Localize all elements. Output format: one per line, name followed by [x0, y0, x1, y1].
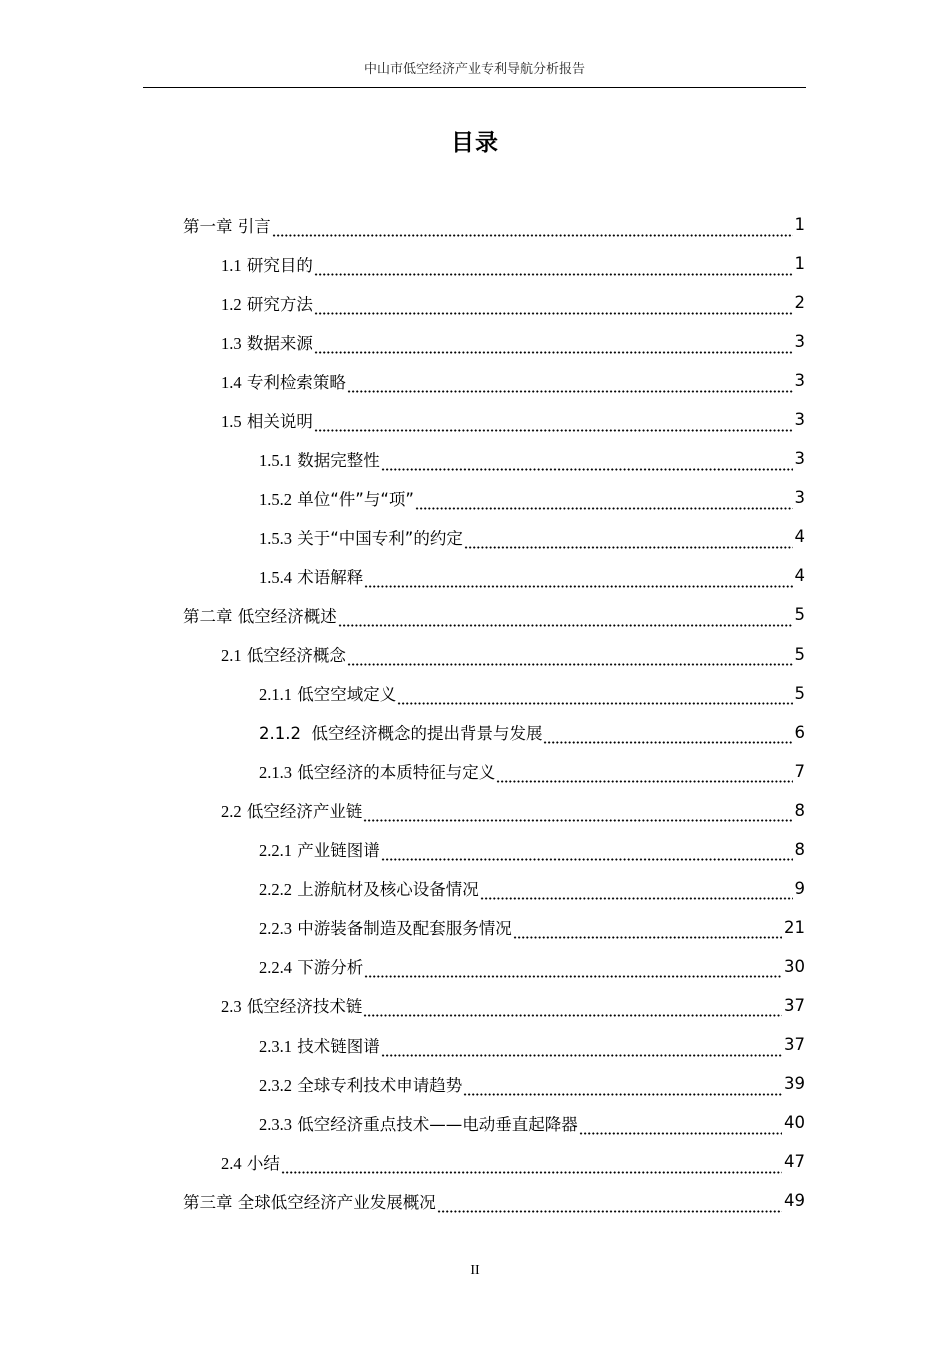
toc-entry-label — [221, 252, 313, 276]
dot-leader — [338, 611, 793, 627]
toc-entry[interactable] — [0, 556, 950, 595]
dot-leader — [363, 1001, 782, 1017]
toc-entry-title: 研究目的 — [241, 255, 313, 275]
toc-section-number: 2.1 — [221, 646, 242, 666]
dot-leader — [381, 845, 793, 861]
running-header: 中山市低空经济产业专利导航分析报告 — [363, 62, 585, 77]
toc-page-number: 8 — [794, 839, 805, 859]
toc-entry-title: 低空经济概念 — [241, 646, 346, 666]
toc-page-number: 49 — [784, 1191, 805, 1211]
toc-section-number: 2.1.1 — [259, 685, 292, 705]
toc-entry[interactable] — [0, 595, 950, 634]
toc-entry[interactable] — [0, 791, 950, 830]
toc-entry[interactable] — [0, 1025, 950, 1064]
toc-entry[interactable] — [0, 322, 950, 361]
toc-entry[interactable] — [0, 361, 950, 400]
toc-entry-title: 产业链图谱 — [292, 841, 380, 861]
dot-leader — [364, 572, 792, 588]
toc-section-number: 1.5.4 — [259, 567, 292, 587]
toc-entry-title: 技术链图谱 — [292, 1036, 380, 1056]
toc-entry[interactable] — [0, 869, 950, 908]
toc-page-number: 3 — [794, 410, 805, 430]
toc-title: 目录 — [451, 130, 499, 156]
toc-entry-label — [259, 954, 363, 978]
dot-leader — [437, 1197, 782, 1213]
toc-entry-label — [259, 681, 396, 705]
toc-entry-title: 低空经济重点技术——电动垂直起降器 — [292, 1114, 578, 1134]
toc-page-number: 5 — [794, 644, 805, 664]
toc-entry[interactable] — [0, 244, 950, 283]
toc-entry-label — [183, 1189, 436, 1213]
dot-leader — [314, 299, 793, 315]
toc-entry-title: 低空经济的本质特征与定义 — [292, 763, 496, 783]
toc-entry-title: 全球专利技术申请趋势 — [292, 1075, 463, 1095]
toc-entry-title: 相关说明 — [241, 411, 313, 431]
table-of-contents — [0, 205, 950, 1220]
dot-leader — [281, 1158, 782, 1174]
dot-leader — [381, 1041, 782, 1057]
toc-section-number: 1.4 — [221, 372, 242, 392]
toc-entry-label — [259, 837, 380, 861]
toc-page-number: 21 — [784, 917, 805, 937]
toc-section-number: 2.2.3 — [259, 919, 292, 939]
toc-entry-label — [183, 213, 271, 237]
toc-page-number: 30 — [784, 956, 805, 976]
toc-entry-label — [259, 876, 479, 900]
toc-entry-title: 上游航材及核心设备情况 — [292, 880, 479, 900]
toc-entry-label — [221, 369, 346, 393]
toc-section-number: 2.2 — [221, 802, 242, 822]
toc-entry[interactable] — [0, 283, 950, 322]
toc-section-number: 1.5 — [221, 411, 242, 431]
toc-page-number: 6 — [794, 722, 805, 742]
toc-entry-title: 小结 — [241, 1153, 280, 1173]
dot-leader — [513, 923, 782, 939]
page-number: II — [470, 1263, 480, 1278]
dot-leader — [480, 884, 793, 900]
toc-entry[interactable] — [0, 674, 950, 713]
toc-entry-label — [221, 993, 362, 1017]
toc-entry-label — [259, 447, 380, 471]
toc-entry-label — [259, 915, 512, 939]
toc-entry[interactable] — [0, 1181, 950, 1220]
toc-entry-title: 2.1.2 低空经济概念的提出背景与发展 — [259, 724, 543, 744]
toc-entry-title: 低空空域定义 — [292, 685, 397, 705]
toc-section-number: 1.5.3 — [259, 528, 292, 548]
toc-page-number: 40 — [784, 1113, 805, 1133]
toc-page-number: 4 — [794, 566, 805, 586]
toc-page-number: 5 — [794, 605, 805, 625]
toc-page-number: 39 — [784, 1074, 805, 1094]
toc-entry[interactable] — [0, 986, 950, 1025]
dot-leader — [415, 494, 793, 510]
toc-entry-title: 专利检索策略 — [241, 372, 346, 392]
toc-entry-label — [221, 408, 313, 432]
toc-page-number: 37 — [784, 1035, 805, 1054]
toc-entry-label — [259, 1111, 578, 1135]
toc-entry-label — [259, 564, 363, 588]
toc-entry[interactable] — [0, 478, 950, 517]
toc-entry-label — [259, 486, 414, 510]
toc-section-number: 2.4 — [221, 1153, 242, 1173]
toc-entry[interactable] — [0, 1142, 950, 1181]
toc-section-number: 1.5.2 — [259, 489, 292, 509]
toc-entry[interactable] — [0, 830, 950, 869]
toc-entry-title: 关于“中国专利”的约定 — [292, 528, 463, 548]
dot-leader — [314, 416, 793, 432]
toc-page-number: 8 — [794, 800, 805, 820]
toc-entry[interactable] — [0, 635, 950, 674]
toc-entry-title: 术语解释 — [292, 567, 364, 587]
toc-section-number: 2.3.2 — [259, 1075, 292, 1095]
dot-leader — [363, 806, 792, 822]
dot-leader — [347, 650, 793, 666]
toc-entry[interactable] — [0, 1103, 950, 1142]
toc-entry[interactable] — [0, 752, 950, 791]
toc-entry-label — [221, 798, 362, 822]
toc-entry-label — [259, 759, 495, 783]
dot-leader — [463, 1080, 782, 1096]
toc-section-number: 2.1.3 — [259, 763, 292, 783]
toc-section-number: 2.2.4 — [259, 958, 292, 978]
dot-leader — [464, 533, 793, 549]
toc-section-number: 2.3.3 — [259, 1114, 292, 1134]
toc-entry[interactable] — [0, 908, 950, 947]
toc-entry-title: 低空经济产业链 — [241, 802, 363, 822]
toc-section-number: 1.1 — [221, 255, 242, 275]
toc-entry[interactable] — [0, 1064, 950, 1103]
toc-entry-title: 第三章 全球低空经济产业发展概况 — [183, 1192, 436, 1212]
toc-entry-title: 数据来源 — [241, 333, 313, 353]
header-divider — [143, 87, 806, 88]
toc-entry[interactable] — [0, 517, 950, 556]
dot-leader — [496, 767, 792, 783]
toc-entry-title: 下游分析 — [292, 958, 364, 978]
toc-entry-label — [259, 1072, 462, 1096]
dot-leader — [347, 377, 793, 393]
toc-entry[interactable] — [0, 439, 950, 478]
toc-entry[interactable] — [0, 400, 950, 439]
dot-leader — [364, 962, 782, 978]
toc-entry-label — [259, 1033, 380, 1057]
toc-entry-title: 中游装备制造及配套服务情况 — [292, 919, 512, 939]
toc-section-number: 1.2 — [221, 294, 242, 314]
toc-page-number: 4 — [794, 527, 805, 547]
toc-section-number: 2.2.1 — [259, 841, 292, 861]
toc-section-number: 1.5.1 — [259, 450, 292, 470]
toc-entry-label — [221, 330, 313, 354]
toc-entry-label — [259, 525, 463, 549]
dot-leader — [314, 260, 793, 276]
toc-entry[interactable] — [0, 713, 950, 752]
toc-page-number: 1 — [794, 215, 805, 235]
dot-leader — [543, 728, 792, 744]
toc-entry-title: 低空经济技术链 — [241, 997, 363, 1017]
toc-entry-title: 数据完整性 — [292, 450, 380, 470]
toc-entry[interactable] — [0, 205, 950, 244]
dot-leader — [397, 689, 792, 705]
toc-entry-title: 研究方法 — [241, 294, 313, 314]
toc-entry-label — [221, 642, 346, 666]
dot-leader — [314, 338, 793, 354]
toc-section-number: 2.2.2 — [259, 880, 292, 900]
dot-leader — [381, 455, 793, 471]
toc-entry-title: 第一章 引言 — [183, 216, 271, 236]
toc-page-number: 1 — [794, 254, 805, 274]
toc-page-number: 3 — [794, 449, 805, 469]
toc-page-number: 3 — [794, 488, 805, 508]
toc-page-number: 47 — [784, 1152, 805, 1172]
toc-page-number: 2 — [794, 293, 805, 313]
toc-page-number: 37 — [784, 995, 805, 1015]
toc-page-number: 3 — [794, 332, 805, 352]
dot-leader — [579, 1119, 782, 1135]
toc-page-number: 7 — [794, 761, 805, 781]
toc-section-number: 2.3.1 — [259, 1036, 292, 1056]
toc-entry-label — [183, 603, 337, 627]
toc-entry-title: 单位“件”与“项” — [292, 489, 414, 509]
toc-entry-title: 第二章 低空经济概述 — [183, 606, 337, 626]
toc-section-number: 2.3 — [221, 997, 242, 1017]
toc-entry-label — [221, 1150, 280, 1174]
toc-page-number: 3 — [794, 371, 805, 391]
toc-section-number: 1.3 — [221, 333, 242, 353]
toc-entry-label — [259, 720, 542, 744]
toc-page-number: 9 — [794, 878, 805, 898]
dot-leader — [272, 221, 793, 237]
toc-entry-label — [221, 291, 313, 315]
toc-entry[interactable] — [0, 947, 950, 986]
toc-page-number: 5 — [794, 683, 805, 703]
